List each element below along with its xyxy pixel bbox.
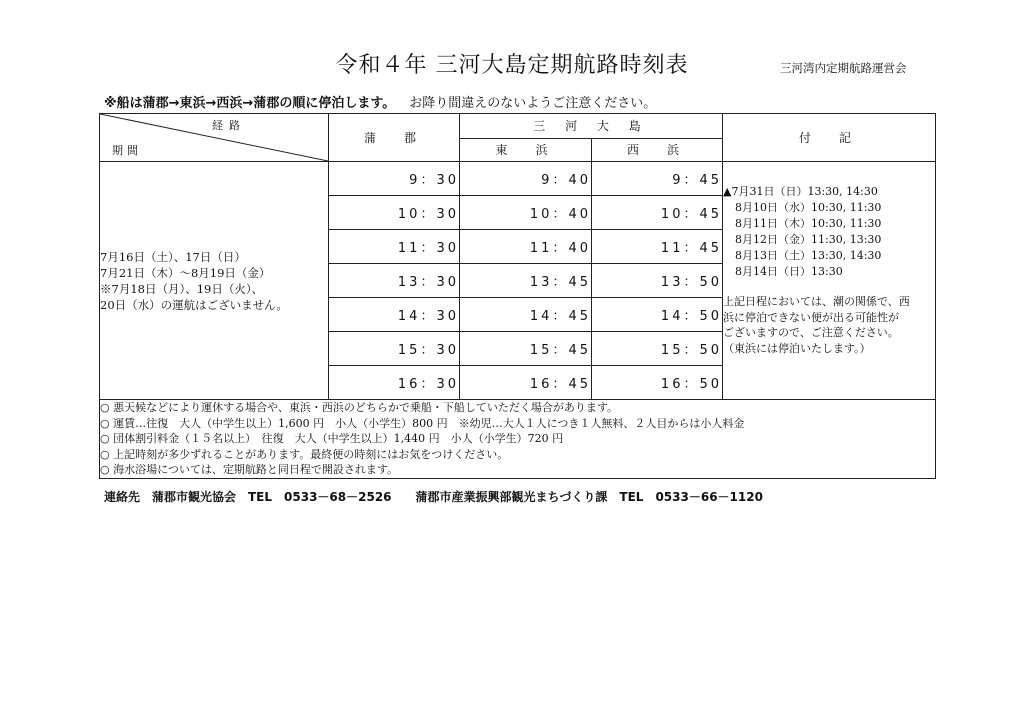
route-period-header — [100, 114, 329, 162]
time-nishihama: 14：50 — [592, 298, 723, 332]
time-gamagori: 14：30 — [329, 298, 460, 332]
date-line: 8月11日（木）10:30, 11:30 — [735, 217, 882, 230]
time-nishihama: 10：45 — [592, 196, 723, 230]
note-item: ○ 悪天候などにより運休する場合や、東浜・西浜のどちらかで乗船・下船していただく場合があります。 — [100, 401, 618, 414]
contact-tourism-association: 連絡先 蒲郡市観光協会 TEL 0533－68－2526 — [104, 490, 392, 504]
time-higashihama: 9：40 — [460, 162, 592, 196]
period-line: 7月21日（木）～8月19日（金） — [100, 265, 271, 280]
time-gamagori: 11：30 — [329, 230, 460, 264]
header-mikawa-oshima: 三 河 大 島 — [460, 114, 723, 139]
time-gamagori: 10：30 — [329, 196, 460, 230]
time-nishihama: 13：50 — [592, 264, 723, 298]
time-higashihama: 14：45 — [460, 298, 592, 332]
timetable — [99, 113, 936, 479]
remark-line: 浜に停泊できない便が出る可能性が — [723, 310, 900, 324]
note-item: ○ 上記時刻が多少ずれることがあります。最終便の時刻にはお気をつけください。 — [100, 447, 509, 461]
header-nishihama: 西 浜 — [592, 138, 723, 162]
time-gamagori: 16：30 — [329, 366, 460, 400]
time-nishihama: 11：45 — [592, 230, 723, 264]
period-line: 20日（水）の運航はございません。 — [100, 297, 288, 312]
period-line: ※7月18日（月）、19日（火）、 — [100, 281, 264, 296]
period-label: 期間 — [112, 144, 142, 157]
contact-city-office: 蒲郡市産業振興部観光まちづくり課 TEL 0533－66－1120 — [415, 490, 763, 504]
date-line: 8月13日（土）13:30, 14:30 — [735, 249, 882, 262]
header-gamagori: 蒲 郡 — [329, 114, 460, 162]
time-higashihama: 10：40 — [460, 196, 592, 230]
tide-remark — [723, 294, 935, 356]
organization-name: 三河湾内定期航路運営会 — [780, 61, 907, 75]
remark-line: （東浜には停泊いたします。） — [723, 341, 871, 355]
remark-line: 上記日程においては、潮の関係で、西 — [723, 295, 910, 308]
time-nishihama: 16：50 — [592, 366, 723, 400]
time-nishihama: 9：45 — [592, 162, 723, 196]
contact-info — [104, 488, 763, 505]
operating-period — [100, 162, 329, 400]
date-line: 8月10日（水）10:30, 11:30 — [735, 201, 882, 214]
note-item: ○ 団体割引料金（１５名以上） 往復 大人（中学生以上）1,440 円 小人（小学生）720 円 — [100, 432, 564, 445]
remark-line: ございますので、ご注意ください。 — [723, 326, 899, 339]
time-higashihama: 16：45 — [460, 366, 592, 400]
date-line: ▲7月31日（日）13:30, 14:30 — [723, 185, 878, 198]
time-gamagori: 9：30 — [329, 162, 460, 196]
note-item: ○ 運賃…往復 大人（中学生以上）1,600 円 小人（小学生）800 円 ※幼児…大人１人につき１人無料、２人目からは小人料金 — [100, 416, 745, 430]
date-line: 8月12日（金）11:30, 13:30 — [735, 233, 882, 246]
date-line: 8月14日（日）13:30 — [735, 265, 843, 278]
notice-caution-text: お降り間違えのないようご注意ください。 — [409, 96, 657, 111]
time-higashihama: 13：45 — [460, 264, 592, 298]
time-gamagori: 15：30 — [329, 332, 460, 366]
page-title: 令和４年 三河大島定期航路時刻表 — [335, 53, 689, 78]
time-gamagori: 13：30 — [329, 264, 460, 298]
note-item: ○ 海水浴場については、定期航路と同日程で開設されます。 — [100, 463, 398, 476]
header-notes: 付 記 — [723, 114, 936, 162]
notes-list — [100, 400, 936, 479]
time-nishihama: 15：50 — [592, 332, 723, 366]
time-higashihama: 11：40 — [460, 230, 592, 264]
notice-bold-text: ※船は蒲郡→東浜→西浜→蒲郡の順に停泊します。 — [104, 96, 396, 111]
tide-affected-dates — [723, 184, 935, 280]
route-label: 経路 — [212, 119, 246, 132]
period-line: 7月16日（土）、17日（日） — [100, 249, 246, 264]
header-higashihama: 東 浜 — [460, 138, 592, 162]
stop-order-notice — [104, 92, 656, 111]
notes-cell — [723, 162, 936, 400]
time-higashihama: 15：45 — [460, 332, 592, 366]
